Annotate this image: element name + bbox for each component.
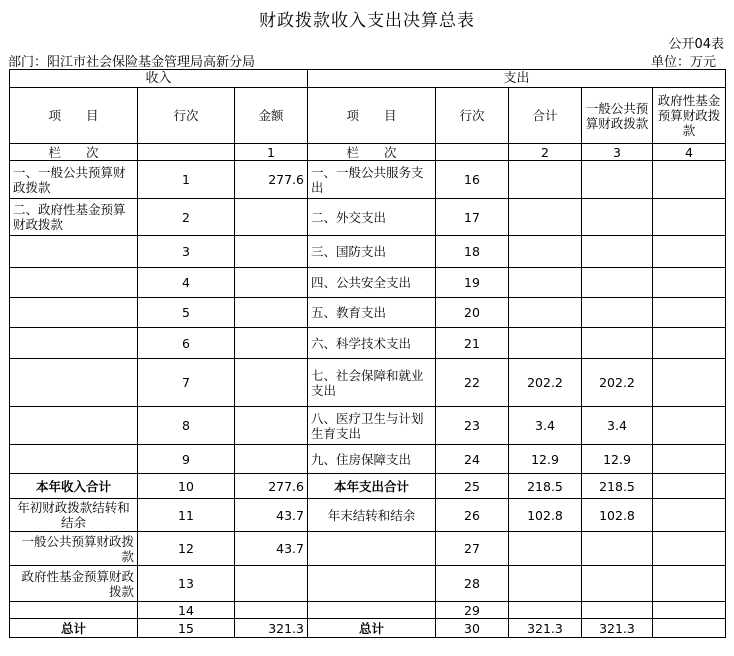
expense-row-no-cell: 22 [436, 359, 509, 407]
gov-fund-cell [653, 566, 726, 602]
income-row-no-cell: 1 [138, 161, 235, 199]
income-row-no-cell: 4 [138, 268, 235, 298]
general-budget-cell: 321.3 [582, 619, 653, 638]
general-budget-cell: 102.8 [582, 499, 653, 532]
expense-row-no-cell: 27 [436, 532, 509, 566]
total-cell: 3.4 [509, 407, 582, 445]
gov-fund-cell [653, 359, 726, 407]
expense-item-cell: 总计 [308, 619, 436, 638]
table-row [10, 619, 726, 638]
table-row [10, 268, 726, 298]
general-budget-cell [582, 328, 653, 359]
expense-row-no-cell: 20 [436, 298, 509, 328]
income-row-no-cell: 8 [138, 407, 235, 445]
general-budget-cell: 202.2 [582, 359, 653, 407]
col-index-amount: 1 [235, 144, 308, 161]
general-budget-header: 一般公共预算财政拨款 [582, 88, 653, 144]
general-budget-cell [582, 236, 653, 268]
total-cell: 321.3 [509, 619, 582, 638]
gov-fund-cell [653, 532, 726, 566]
expense-item-cell: 本年支出合计 [308, 474, 436, 499]
expense-item-cell: 九、住房保障支出 [308, 445, 436, 474]
expense-row-no-cell: 26 [436, 499, 509, 532]
expense-row-no-cell: 24 [436, 445, 509, 474]
income-amount-cell [235, 445, 308, 474]
income-item-cell [10, 407, 138, 445]
income-amount-cell [235, 407, 308, 445]
income-item-cell: 一、一般公共预算财政拨款 [10, 161, 138, 199]
general-budget-cell [582, 268, 653, 298]
expense-row-no-cell: 25 [436, 474, 509, 499]
total-cell [509, 566, 582, 602]
table-row [10, 499, 726, 532]
form-number: 公开04表 [668, 37, 724, 52]
income-amount-cell [235, 602, 308, 619]
total-header: 合计 [509, 88, 582, 144]
expense-item-cell: 一、一般公共服务支出 [308, 161, 436, 199]
expense-row-no-cell: 29 [436, 602, 509, 619]
col-index-general: 3 [582, 144, 653, 161]
general-budget-cell: 3.4 [582, 407, 653, 445]
income-row-no-header: 行次 [138, 88, 235, 144]
income-row-no-cell: 11 [138, 499, 235, 532]
income-amount-cell: 277.6 [235, 474, 308, 499]
income-section-header: 收入 [10, 70, 308, 88]
income-item-cell [10, 236, 138, 268]
gov-fund-cell [653, 602, 726, 619]
expense-item-cell: 二、外交支出 [308, 199, 436, 236]
total-cell [509, 161, 582, 199]
gov-fund-cell [653, 236, 726, 268]
table-row [10, 445, 726, 474]
income-item-cell: 年初财政拨款结转和结余 [10, 499, 138, 532]
gov-fund-cell [653, 298, 726, 328]
total-cell: 202.2 [509, 359, 582, 407]
gov-fund-header: 政府性基金预算财政拨款 [653, 88, 726, 144]
income-amount-cell [235, 298, 308, 328]
income-row-no-cell: 5 [138, 298, 235, 328]
table-row [10, 328, 726, 359]
col-index-fund: 4 [653, 144, 726, 161]
table-row [10, 566, 726, 602]
income-item-cell: 政府性基金预算财政拨款 [10, 566, 138, 602]
income-item-cell [10, 268, 138, 298]
income-item-cell: 一般公共预算财政拨款 [10, 532, 138, 566]
gov-fund-cell [653, 268, 726, 298]
income-item-cell: 二、政府性基金预算财政拨款 [10, 199, 138, 236]
total-cell [509, 602, 582, 619]
income-item-cell [10, 445, 138, 474]
income-amount-cell [235, 328, 308, 359]
gov-fund-cell [653, 499, 726, 532]
total-cell [509, 268, 582, 298]
income-item-header: 项 目 [10, 88, 138, 144]
income-amount-cell: 43.7 [235, 532, 308, 566]
income-row-no-cell: 15 [138, 619, 235, 638]
total-cell [509, 199, 582, 236]
total-cell [509, 236, 582, 268]
expense-item-header: 项 目 [308, 88, 436, 144]
income-amount-cell [235, 359, 308, 407]
expense-item-cell: 三、国防支出 [308, 236, 436, 268]
income-item-cell: 总计 [10, 619, 138, 638]
table-row [10, 161, 726, 199]
col-index-empty [436, 144, 509, 161]
table-row [10, 298, 726, 328]
general-budget-cell [582, 298, 653, 328]
table-row [10, 474, 726, 499]
report-title: 财政拨款收入支出决算总表 [259, 11, 475, 31]
budget-summary-table [9, 69, 726, 638]
income-row-no-cell: 7 [138, 359, 235, 407]
expense-item-cell: 八、医疗卫生与计划生育支出 [308, 407, 436, 445]
income-item-cell: 本年收入合计 [10, 474, 138, 499]
col-index-empty [138, 144, 235, 161]
expense-item-cell: 七、社会保障和就业支出 [308, 359, 436, 407]
income-amount-cell [235, 236, 308, 268]
expense-row-no-cell: 16 [436, 161, 509, 199]
total-cell [509, 328, 582, 359]
expense-item-cell: 五、教育支出 [308, 298, 436, 328]
col-index-total: 2 [509, 144, 582, 161]
unit-label: 单位：万元 [650, 55, 716, 70]
income-item-cell [10, 328, 138, 359]
expense-row-no-cell: 18 [436, 236, 509, 268]
gov-fund-cell [653, 445, 726, 474]
gov-fund-cell [653, 161, 726, 199]
income-amount-cell: 43.7 [235, 499, 308, 532]
general-budget-cell [582, 602, 653, 619]
income-row-no-cell: 3 [138, 236, 235, 268]
income-row-no-cell: 12 [138, 532, 235, 566]
expense-item-cell [308, 566, 436, 602]
general-budget-cell [582, 532, 653, 566]
expense-row-no-cell: 23 [436, 407, 509, 445]
gov-fund-cell [653, 474, 726, 499]
table-row [10, 407, 726, 445]
total-cell [509, 298, 582, 328]
gov-fund-cell [653, 328, 726, 359]
general-budget-cell: 12.9 [582, 445, 653, 474]
gov-fund-cell [653, 407, 726, 445]
income-row-no-cell: 14 [138, 602, 235, 619]
income-row-no-cell: 2 [138, 199, 235, 236]
income-row-no-cell: 6 [138, 328, 235, 359]
expense-row-no-cell: 28 [436, 566, 509, 602]
table-row [10, 359, 726, 407]
expense-row-no-cell: 19 [436, 268, 509, 298]
income-amount-cell: 321.3 [235, 619, 308, 638]
department-label: 部门：阳江市社会保险基金管理局高新分局 [8, 55, 256, 70]
table-row [10, 602, 726, 619]
total-cell: 218.5 [509, 474, 582, 499]
income-row-no-cell: 9 [138, 445, 235, 474]
income-item-cell [10, 602, 138, 619]
income-item-cell [10, 298, 138, 328]
expense-row-no-cell: 17 [436, 199, 509, 236]
income-amount-cell [235, 566, 308, 602]
expense-row-no-cell: 30 [436, 619, 509, 638]
general-budget-cell: 218.5 [582, 474, 653, 499]
gov-fund-cell [653, 199, 726, 236]
col-index-label-left: 栏 次 [10, 144, 138, 161]
expense-item-cell: 年末结转和结余 [308, 499, 436, 532]
general-budget-cell [582, 161, 653, 199]
income-row-no-cell: 10 [138, 474, 235, 499]
income-item-cell [10, 359, 138, 407]
general-budget-cell [582, 199, 653, 236]
total-cell [509, 532, 582, 566]
table-row [10, 199, 726, 236]
expense-section-header: 支出 [308, 70, 726, 88]
gov-fund-cell [653, 619, 726, 638]
income-amount-cell [235, 268, 308, 298]
expense-item-cell: 四、公共安全支出 [308, 268, 436, 298]
table-row [10, 532, 726, 566]
income-row-no-cell: 13 [138, 566, 235, 602]
expense-item-cell: 六、科学技术支出 [308, 328, 436, 359]
expense-row-no-header: 行次 [436, 88, 509, 144]
income-amount-header: 金额 [235, 88, 308, 144]
col-index-label-right: 栏 次 [308, 144, 436, 161]
total-cell: 12.9 [509, 445, 582, 474]
expense-item-cell [308, 602, 436, 619]
expense-item-cell [308, 532, 436, 566]
total-cell: 102.8 [509, 499, 582, 532]
general-budget-cell [582, 566, 653, 602]
income-amount-cell: 277.6 [235, 161, 308, 199]
income-amount-cell [235, 199, 308, 236]
table-row [10, 236, 726, 268]
expense-row-no-cell: 21 [436, 328, 509, 359]
